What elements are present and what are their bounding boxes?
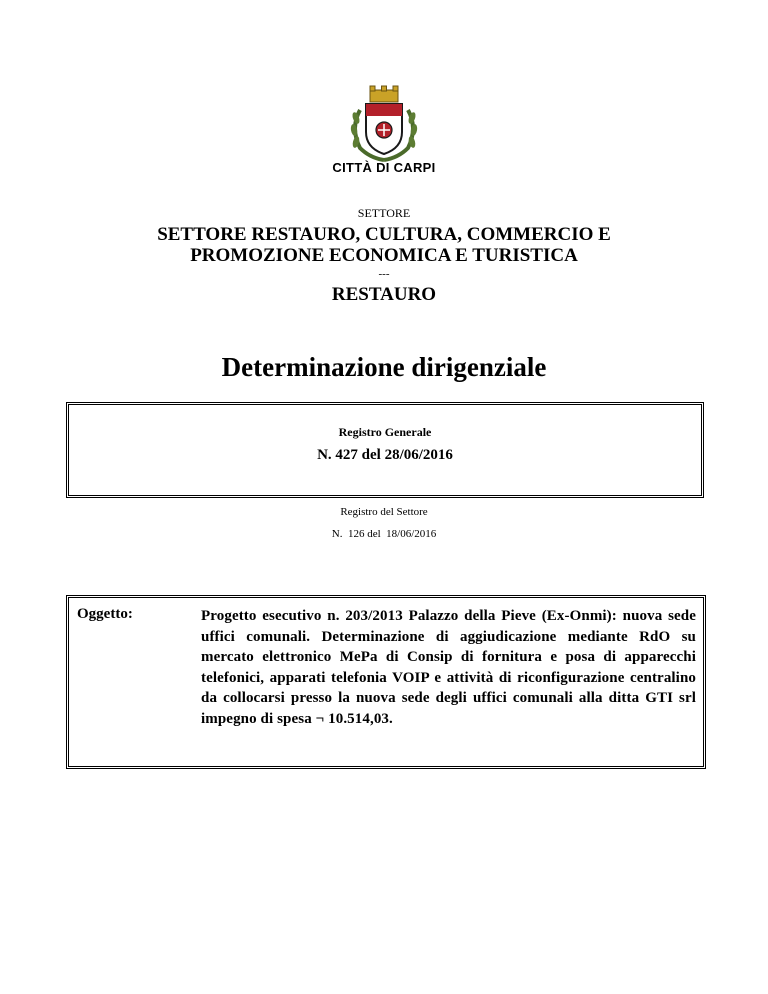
subject-text: Progetto esecutivo n. 203/2013 Palazzo della Pieve (Ex-Onmi): nuova sede uffici comunali. Determinazione di aggiudicazione mediante RdO su mercato elettronico MePa di Consip di fornitura e posa di apparecchi telefonici, apparati telefonia VOIP e attività di riconfigurazione centralino da collocarsi presso la nuova sede degli uffici comunali alla ditta GTI srl impegno di spesa ¬ 10.514,03.	[201, 608, 696, 727]
general-register-box	[66, 402, 704, 498]
separator: ---	[378, 268, 390, 280]
subject-box	[66, 595, 706, 769]
sector-register-label: Registro del Settore	[340, 506, 428, 518]
general-register-number: N. 427 del 28/06/2016	[317, 447, 453, 463]
sector-register-number: N. 126 del 18/06/2016	[331, 528, 437, 540]
city-name: CITTÀ DI CARPI	[332, 160, 436, 175]
document-type-title: Determinazione dirigenziale	[221, 352, 547, 382]
general-register-label: Registro Generale	[338, 425, 432, 439]
city-coat-of-arms-logo	[346, 84, 422, 162]
sector-caption: SETTORE	[357, 206, 411, 220]
subsector-title: RESTAURO	[331, 284, 437, 305]
subject-label: Oggetto:	[77, 606, 133, 622]
sector-title: SETTORE RESTAURO, CULTURA, COMMERCIO E PROMOZIONE ECONOMICA E TURISTICA	[157, 224, 611, 266]
crest-icon	[346, 84, 422, 162]
